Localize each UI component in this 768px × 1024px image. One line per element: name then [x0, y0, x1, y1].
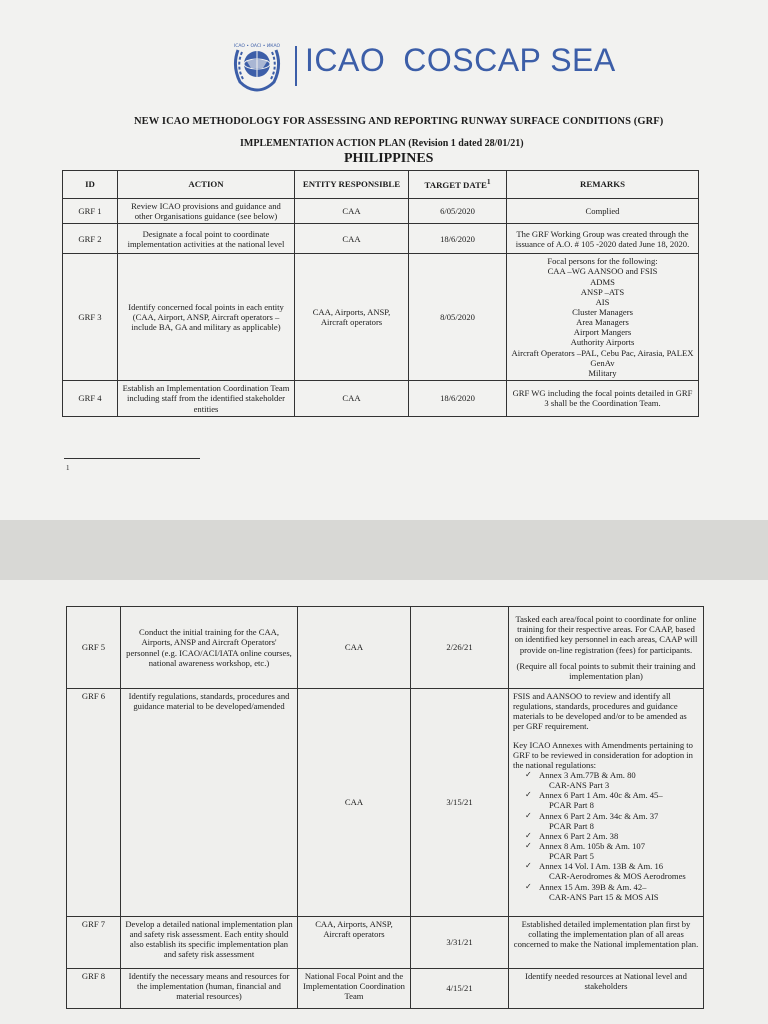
- list-item: Airport Mangers: [573, 327, 632, 338]
- row-action: Identify the necessary means and resources for the implementation (human, financial and material resources): [121, 969, 298, 1009]
- row-entity: CAA: [295, 224, 409, 254]
- row-entity: CAA, Airports, ANSP, Aircraft operators: [298, 917, 411, 969]
- row-remarks: Complied: [507, 199, 699, 224]
- row-remarks: [509, 689, 704, 917]
- table-row: [63, 199, 699, 224]
- list-item: CAA –WG AANSOO and FSIS: [547, 266, 658, 277]
- remarks-paragraph: Tasked each area/focal point to coordinate for online training for their respective areas. For CAAP, based on identified key personnel in each areas, CAAP will provide on-line registration (fees) for participants.: [514, 614, 698, 655]
- row-remarks: [507, 254, 699, 381]
- page-gap: [0, 520, 768, 580]
- row-date: 18/6/2020: [409, 224, 507, 254]
- remarks-paragraph: FSIS and AANSOO to review and identify all regulations, standards, procedures and guidance materials to be developed and/or to be amended as per GRF requirement.: [513, 691, 687, 732]
- list-item: GenAv: [590, 357, 615, 368]
- row-date: 8/05/2020: [409, 254, 507, 381]
- list-item: ✓ Annex 3 Am.77B & Am. 80 CAR-ANS Part 3: [539, 770, 699, 790]
- col-header-id: ID: [63, 171, 118, 199]
- row-entity: CAA: [295, 380, 409, 416]
- focal-persons-list: [511, 256, 694, 378]
- row-entity: CAA: [298, 689, 411, 917]
- table-row: [63, 380, 699, 416]
- col-header-entity: ENTITY RESPONSIBLE: [295, 171, 409, 199]
- list-item: Military: [588, 367, 617, 378]
- row-id: GRF 5: [67, 607, 121, 689]
- target-date-footnote-mark: 1: [486, 177, 491, 187]
- row-entity: CAA: [295, 199, 409, 224]
- row-id: GRF 6: [67, 689, 121, 917]
- table-row: [67, 917, 704, 969]
- list-item: ANSP –ATS: [580, 286, 625, 297]
- list-item: ✓ Annex 14 Vol. I Am. 13B & Am. 16 CAR-Aerodromes & MOS Aerodromes: [539, 861, 699, 881]
- row-id: GRF 4: [63, 380, 118, 416]
- col-header-action: ACTION: [118, 171, 295, 199]
- row-remarks: GRF WG including the focal points detailed in GRF 3 shall be the Coordination Team.: [507, 380, 699, 416]
- row-remarks: Identify needed resources at National level and stakeholders: [509, 969, 704, 1009]
- action-plan-table-page-1: [62, 170, 699, 417]
- row-remarks: Established detailed implementation plan first by collating the implementation plan of all areas concerned to make the National implementation plan.: [509, 917, 704, 969]
- list-item: ✓ Annex 15 Am. 39B & Am. 42– CAR-ANS Part 15 & MOS AIS: [539, 882, 699, 902]
- row-entity: National Focal Point and the Implementation Coordination Team: [298, 969, 411, 1009]
- row-id: GRF 7: [67, 917, 121, 969]
- list-item: Cluster Managers: [572, 306, 633, 317]
- row-date: 6/05/2020: [409, 199, 507, 224]
- row-action: Develop a detailed national implementation plan and safety risk assessment. Each entity should also establish its specific implementation plan and safety risk assessment: [121, 917, 298, 969]
- list-item: Authority Airports: [570, 337, 635, 348]
- row-action: Review ICAO provisions and guidance and other Organisations guidance (see below): [118, 199, 295, 224]
- row-date: 4/15/21: [411, 969, 509, 1009]
- logo-divider: [295, 46, 297, 86]
- row-date: 2/26/21: [411, 607, 509, 689]
- row-remarks: [509, 607, 704, 689]
- document-subtitle: IMPLEMENTATION ACTION PLAN (Revision 1 dated 28/01/21): [240, 138, 524, 149]
- table-header-row: [63, 171, 699, 199]
- row-date: 18/6/2020: [409, 380, 507, 416]
- table-row: [63, 224, 699, 254]
- emblem-lettering: ICAO • OACI • ИКАО: [233, 44, 281, 49]
- footnote-separator: [64, 458, 200, 459]
- icao-emblem-icon: [228, 40, 286, 92]
- logo-text: [305, 42, 616, 79]
- list-item: Aircraft Operators –PAL, Cebu Pac, Airasia, PALEX: [511, 347, 694, 358]
- list-item: ✓ Annex 6 Part 1 Am. 40c & Am. 45– PCAR Part 8: [539, 790, 699, 810]
- row-id: GRF 2: [63, 224, 118, 254]
- remarks-paragraph: Key ICAO Annexes with Amendments pertaining to GRF to be reviewed in consideration for adoption in the national regulations:: [513, 739, 693, 770]
- row-action: Establish an Implementation Coordination Team including staff from the identified stakeholder entities: [118, 380, 295, 416]
- logo-program: COSCAP SEA: [403, 42, 616, 78]
- row-id: GRF 8: [67, 969, 121, 1009]
- row-action: Designate a focal point to coordinate implementation activities at the national level: [118, 224, 295, 254]
- col-header-remarks: REMARKS: [507, 171, 699, 199]
- row-action: Identify regulations, standards, procedures and guidance material to be developed/amended: [121, 689, 298, 917]
- row-action: Identify concerned focal points in each entity (CAA, Airport, ANSP, Aircraft operators – include BA, GA and military as applicable): [118, 254, 295, 381]
- row-id: GRF 1: [63, 199, 118, 224]
- list-item: ✓ Annex 6 Part 2 Am. 34c & Am. 37 PCAR Part 8: [539, 811, 699, 831]
- row-date: 3/15/21: [411, 689, 509, 917]
- table-row: [63, 254, 699, 381]
- list-item: Focal persons for the following:: [547, 256, 658, 267]
- list-item: AIS: [595, 296, 610, 307]
- row-id: GRF 3: [63, 254, 118, 381]
- table-row: [67, 607, 704, 689]
- row-date: 3/31/21: [411, 917, 509, 969]
- list-item: ✓ Annex 8 Am. 105b & Am. 107 PCAR Part 5: [539, 841, 699, 861]
- list-item: ✓ Annex 6 Part 2 Am. 38: [539, 831, 699, 841]
- list-item: Area Managers: [576, 317, 629, 328]
- action-plan-table-page-2: [66, 606, 704, 1009]
- document-title: NEW ICAO METHODOLOGY FOR ASSESSING AND REPORTING RUNWAY SURFACE CONDITIONS (GRF): [134, 116, 664, 127]
- document-country: PHILIPPINES: [344, 151, 434, 166]
- logo-brand: ICAO: [305, 42, 386, 78]
- col-header-target-date: TARGET DATE$^1$: [409, 171, 507, 199]
- footnote-number: 1: [66, 464, 70, 472]
- row-entity: CAA: [298, 607, 411, 689]
- table-row: [67, 689, 704, 917]
- annex-checklist: [513, 770, 699, 902]
- row-remarks: The GRF Working Group was created through the issuance of A.O. # 105 -2020 dated June 18, 2020.: [507, 224, 699, 254]
- icao-coscap-logo: [220, 38, 616, 94]
- page-2: [0, 580, 768, 1024]
- remarks-paragraph: (Require all focal points to submit their training and implementation plan): [516, 660, 696, 681]
- row-action: Conduct the initial training for the CAA, Airports, ANSP and Aircraft Operators' personnel (e.g. ICAO/ACI/IATA online courses, national awareness workshop, etc.): [121, 607, 298, 689]
- row-entity: CAA, Airports, ANSP, Aircraft operators: [295, 254, 409, 381]
- table-row: [67, 969, 704, 1009]
- list-item: ADMS: [590, 276, 615, 287]
